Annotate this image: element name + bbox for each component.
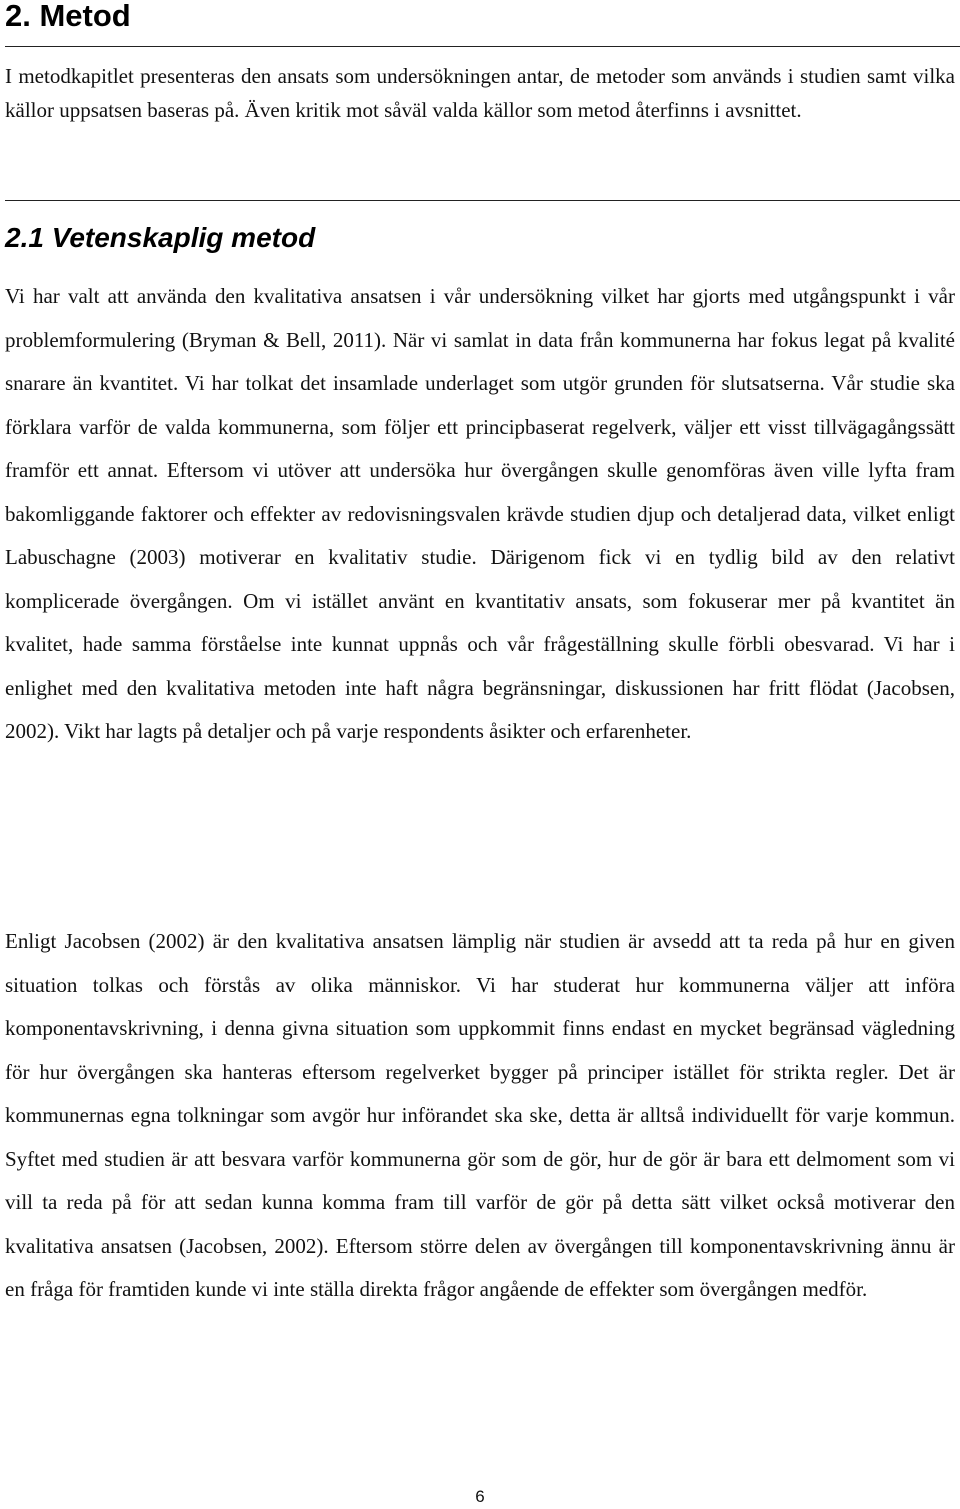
- body-paragraph: Vi har valt att använda den kvalitativa ansatsen i vår undersökning vilket har gjorts med utgångspunkt i vår problemformulering (Bryman & Bell, 2011). När vi samlat in data från kommunerna har fokus legat på kvalité snarare än kvantitet. Vi har tolkat det insamlade underlaget som utgör grunden för slutsatserna. Vår studie ska förklara varför de valda kommunerna, som följer ett principbaserat regelverk, väljer ett visst tillvägagångssätt framför ett annat. Eftersom vi utöver att undersöka hur övergången skulle genomföras även ville lyfta fram bakomliggande faktorer och effekter av redovisningsvalen krävde studien djup och detaljerad data, vilket enligt Labuschagne (2003) motiverar en kvalitativ studie. Därigenom fick vi en tydlig bild av den relativt komplicerade övergången. Om vi istället använt en kvantitativ ansats, som fokuserar mer på kvantitet än kvalitet, hade samma förståelse inte kunnat uppnås och vår frågeställning skulle förbli obesvarad. Vi har i enlighet med den kvalitativa metoden inte haft några begränsningar, diskussionen har fritt flödat (Jacobsen, 2002). Vikt har lagts på detaljer och på varje respondents åsikter och erfarenheter.: [5, 284, 955, 743]
- page-number: 6: [475, 1487, 485, 1506]
- body-paragraph: Enligt Jacobsen (2002) är den kvalitativa ansatsen lämplig när studien är avsedd att ta reda på hur en given situation tolkas och förstås av olika människor. Vi har studerat hur kommunerna väljer att införa komponentavskrivning, i denna givna situation som uppkommit finns endast en mycket begränsad vägledning för hur övergången ska hanteras eftersom regelverket bygger på principer istället för strikta regler. Det är kommunernas egna tolkningar som avgör hur införandet ska ske, detta är alltså individuellt för varje kommun. Syftet med studien är att besvara varför kommunerna gör som de gör, hur de gör är bara ett delmoment som vi vill ta reda på för att sedan kunna komma fram till varför de gör på detta sätt vilket också motiverar den kvalitativa ansatsen (Jacobsen, 2002). Eftersom större delen av övergången till komponentavskrivning ännu är en fråga för framtiden kunde vi inte ställa direkta frågor angående de effekter som övergången medför.: [5, 929, 955, 1301]
- heading-rule: [5, 46, 960, 47]
- subheading-rule: [5, 200, 960, 201]
- intro-paragraph: I metodkapitlet presenteras den ansats som undersökningen antar, de metoder som används i studien samt vilka källor uppsatsen baseras på. Även kritik mot såväl valda källor som metod återfinns i avsnittet.: [5, 64, 955, 122]
- subsection-heading: 2.1 Vetenskaplig metod: [5, 222, 316, 253]
- section-heading: 2. Metod: [5, 0, 131, 33]
